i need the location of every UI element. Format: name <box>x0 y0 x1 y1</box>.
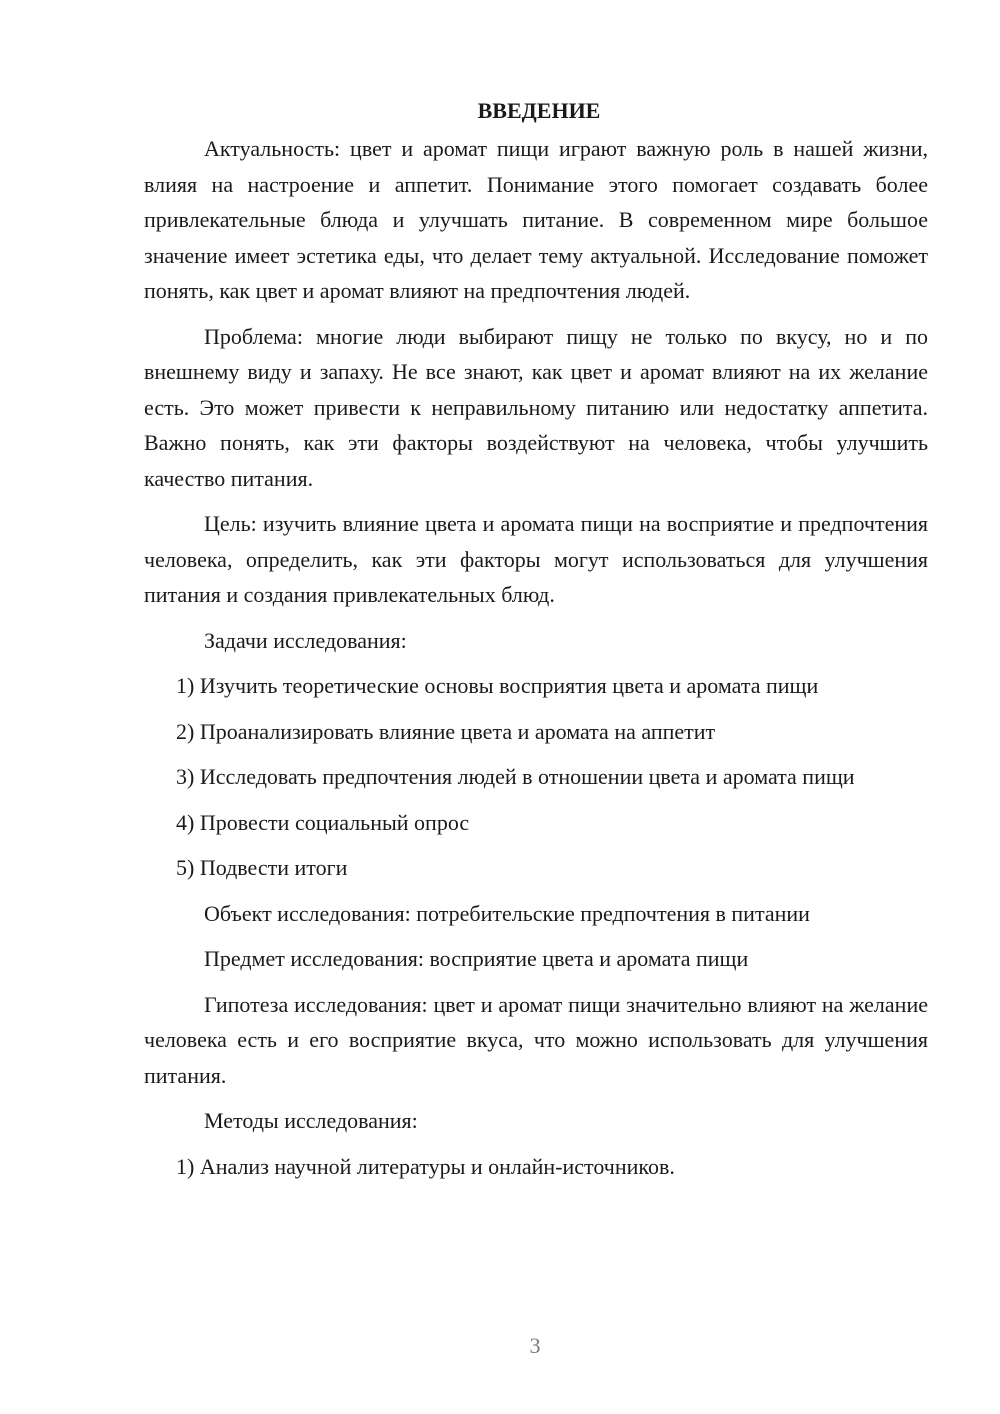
object-line: Объект исследования: потребительские предпочтения в питании <box>204 900 810 926</box>
goal-paragraph: Цель: изучить влияние цвета и аромата пищи на восприятие и предпочтения человека, определить, как эти факторы могут использоваться для улучшения питания и создания привлекательных блюд. <box>144 511 928 607</box>
section-title: ВВЕДЕНИЕ <box>477 98 601 123</box>
page-number: 3 <box>529 1333 541 1358</box>
task-item: 5) Подвести итоги <box>176 855 348 880</box>
method-item: 1) Анализ научной литературы и онлайн-источников. <box>176 1153 675 1179</box>
methods-heading: Методы исследования: <box>204 1108 418 1133</box>
task-item: 1) Изучить теоретические основы восприятия цвета и аромата пищи <box>176 673 819 698</box>
task-item: 4) Провести социальный опрос <box>176 809 470 835</box>
relevance-paragraph: Актуальность: цвет и аромат пищи играют важную роль в нашей жизни, влияя на настроение и аппетит. Понимание этого помогает создавать более привлекательные блюда и улучшать питание. В современном мире большое значение имеет эстетика еды, что делает тему актуальной. Исследование поможет понять, как цвет и аромат влияют на предпочтения людей. <box>144 136 928 303</box>
task-item: 3) Исследовать предпочтения людей в отношении цвета и аромата пищи <box>176 764 855 789</box>
hypothesis-paragraph: Гипотеза исследования: цвет и аромат пищи значительно влияют на желание человека есть и его восприятие вкуса, что можно использовать для улучшения питания. <box>144 991 928 1088</box>
tasks-heading: Задачи исследования: <box>204 627 407 653</box>
task-item: 2) Проанализировать влияние цвета и аромата на аппетит <box>176 718 716 744</box>
subject-line: Предмет исследования: восприятие цвета и аромата пищи <box>204 946 749 971</box>
page-content <box>144 96 928 1194</box>
problem-paragraph: Проблема: многие люди выбирают пищу не только по вкусу, но и по внешнему виду и запаху. Не все знают, как цвет и аромат влияют на их желание есть. Это может привести к неправильному питанию или недостатку аппетита. Важно понять, как эти факторы воздействуют на человека, чтобы улучшить качество питания. <box>144 323 928 491</box>
